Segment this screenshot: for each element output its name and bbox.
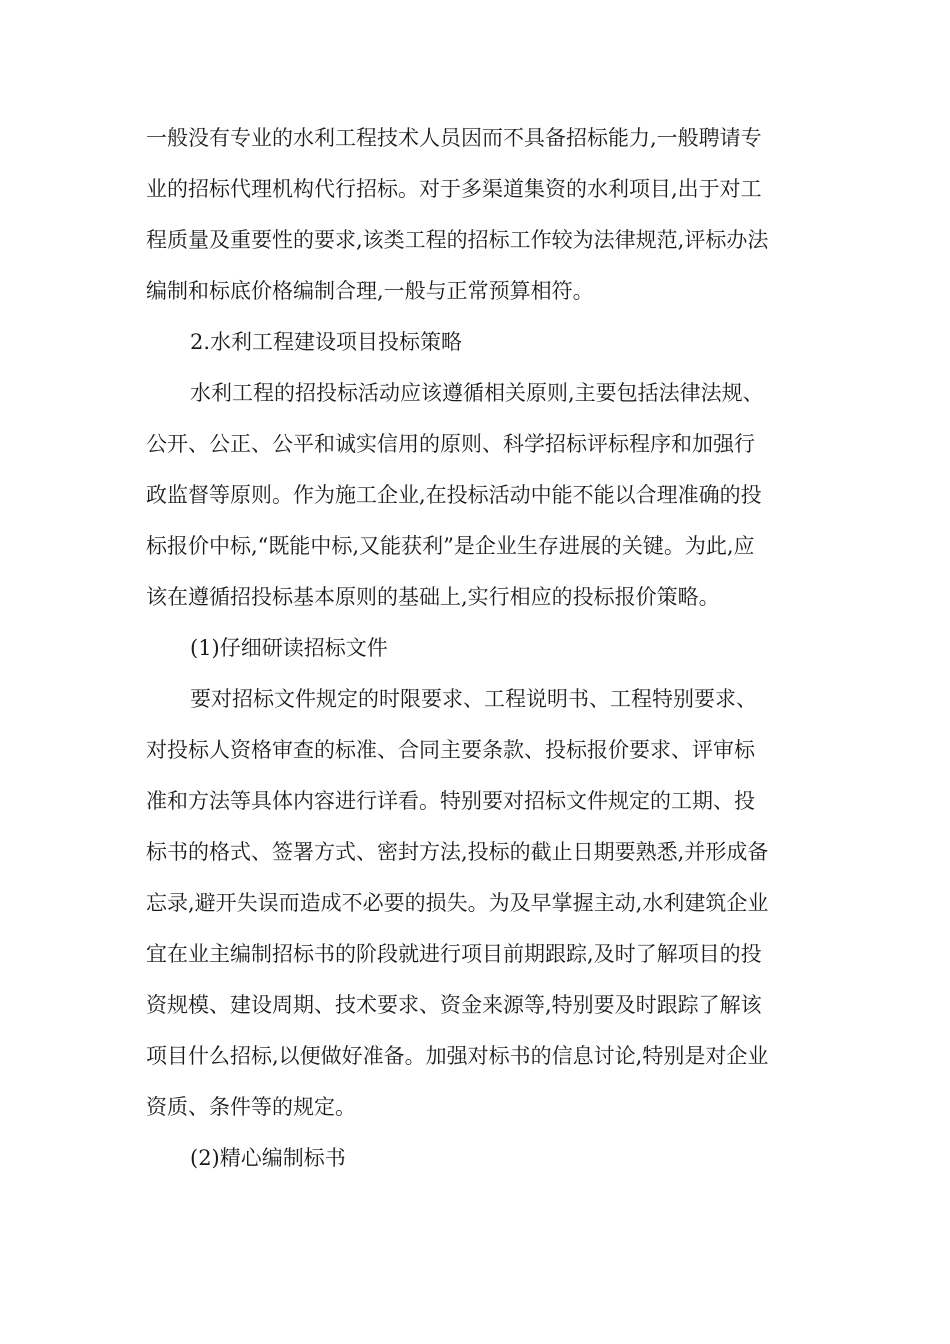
paragraph-first-line: 要对招标文件规定的时限要求、工程说明书、工程特别要求、 xyxy=(190,687,757,711)
paragraph-first-line: (1)仔细研读招标文件 xyxy=(190,636,388,660)
text-line: 宜在业主编制招标书的阶段就进行项目前期跟踪,及时了解项目的投 xyxy=(146,942,762,966)
paragraph-first-line: 2.水利工程建设项目投标策略 xyxy=(190,330,463,354)
paragraph-first-line: (2)精心编制标书 xyxy=(190,1146,346,1170)
text-line: 业的招标代理机构代行招标。对于多渠道集资的水利项目,出于对工 xyxy=(146,177,762,201)
text-line: 资规模、建设周期、技术要求、资金来源等,特别要及时跟踪了解该 xyxy=(146,993,762,1017)
text-line: 准和方法等具体内容进行详看。特别要对招标文件规定的工期、投 xyxy=(146,789,755,813)
text-line: 标报价中标,“既能中标,又能获利”是企业生存进展的关键。为此,应 xyxy=(146,534,755,558)
text-line: 编制和标底价格编制合理,一般与正常预算相符。 xyxy=(146,279,594,303)
text-line: 忘录,避开失误而造成不必要的损失。为及早掌握主动,水利建筑企业 xyxy=(146,891,769,915)
paragraph-first-line: 水利工程的招投标活动应该遵循相关原则,主要包括法律法规、 xyxy=(190,381,764,405)
text-line: 一般没有专业的水利工程技术人员因而不具备招标能力,一般聘请专 xyxy=(146,126,762,150)
text-line: 该在遵循招投标基本原则的基础上,实行相应的投标报价策略。 xyxy=(146,585,720,609)
text-line: 公开、公正、公平和诚实信用的原则、科学招标评标程序和加强行 xyxy=(146,432,755,456)
text-line: 标书的格式、签署方式、密封方法,投标的截止日期要熟悉,并形成备 xyxy=(146,840,769,864)
document-body xyxy=(146,113,806,1184)
text-line: 项目什么招标,以便做好准备。加强对标书的信息讨论,特别是对企业 xyxy=(146,1044,769,1068)
text-line: 对投标人资格审查的标准、合同主要条款、投标报价要求、评审标 xyxy=(146,738,755,762)
text-line: 资质、条件等的规定。 xyxy=(146,1095,356,1119)
text-line: 程质量及重要性的要求,该类工程的招标工作较为法律规范,评标办法 xyxy=(146,228,769,252)
text-line: 政监督等原则。作为施工企业,在投标活动中能不能以合理准确的投 xyxy=(146,483,762,507)
